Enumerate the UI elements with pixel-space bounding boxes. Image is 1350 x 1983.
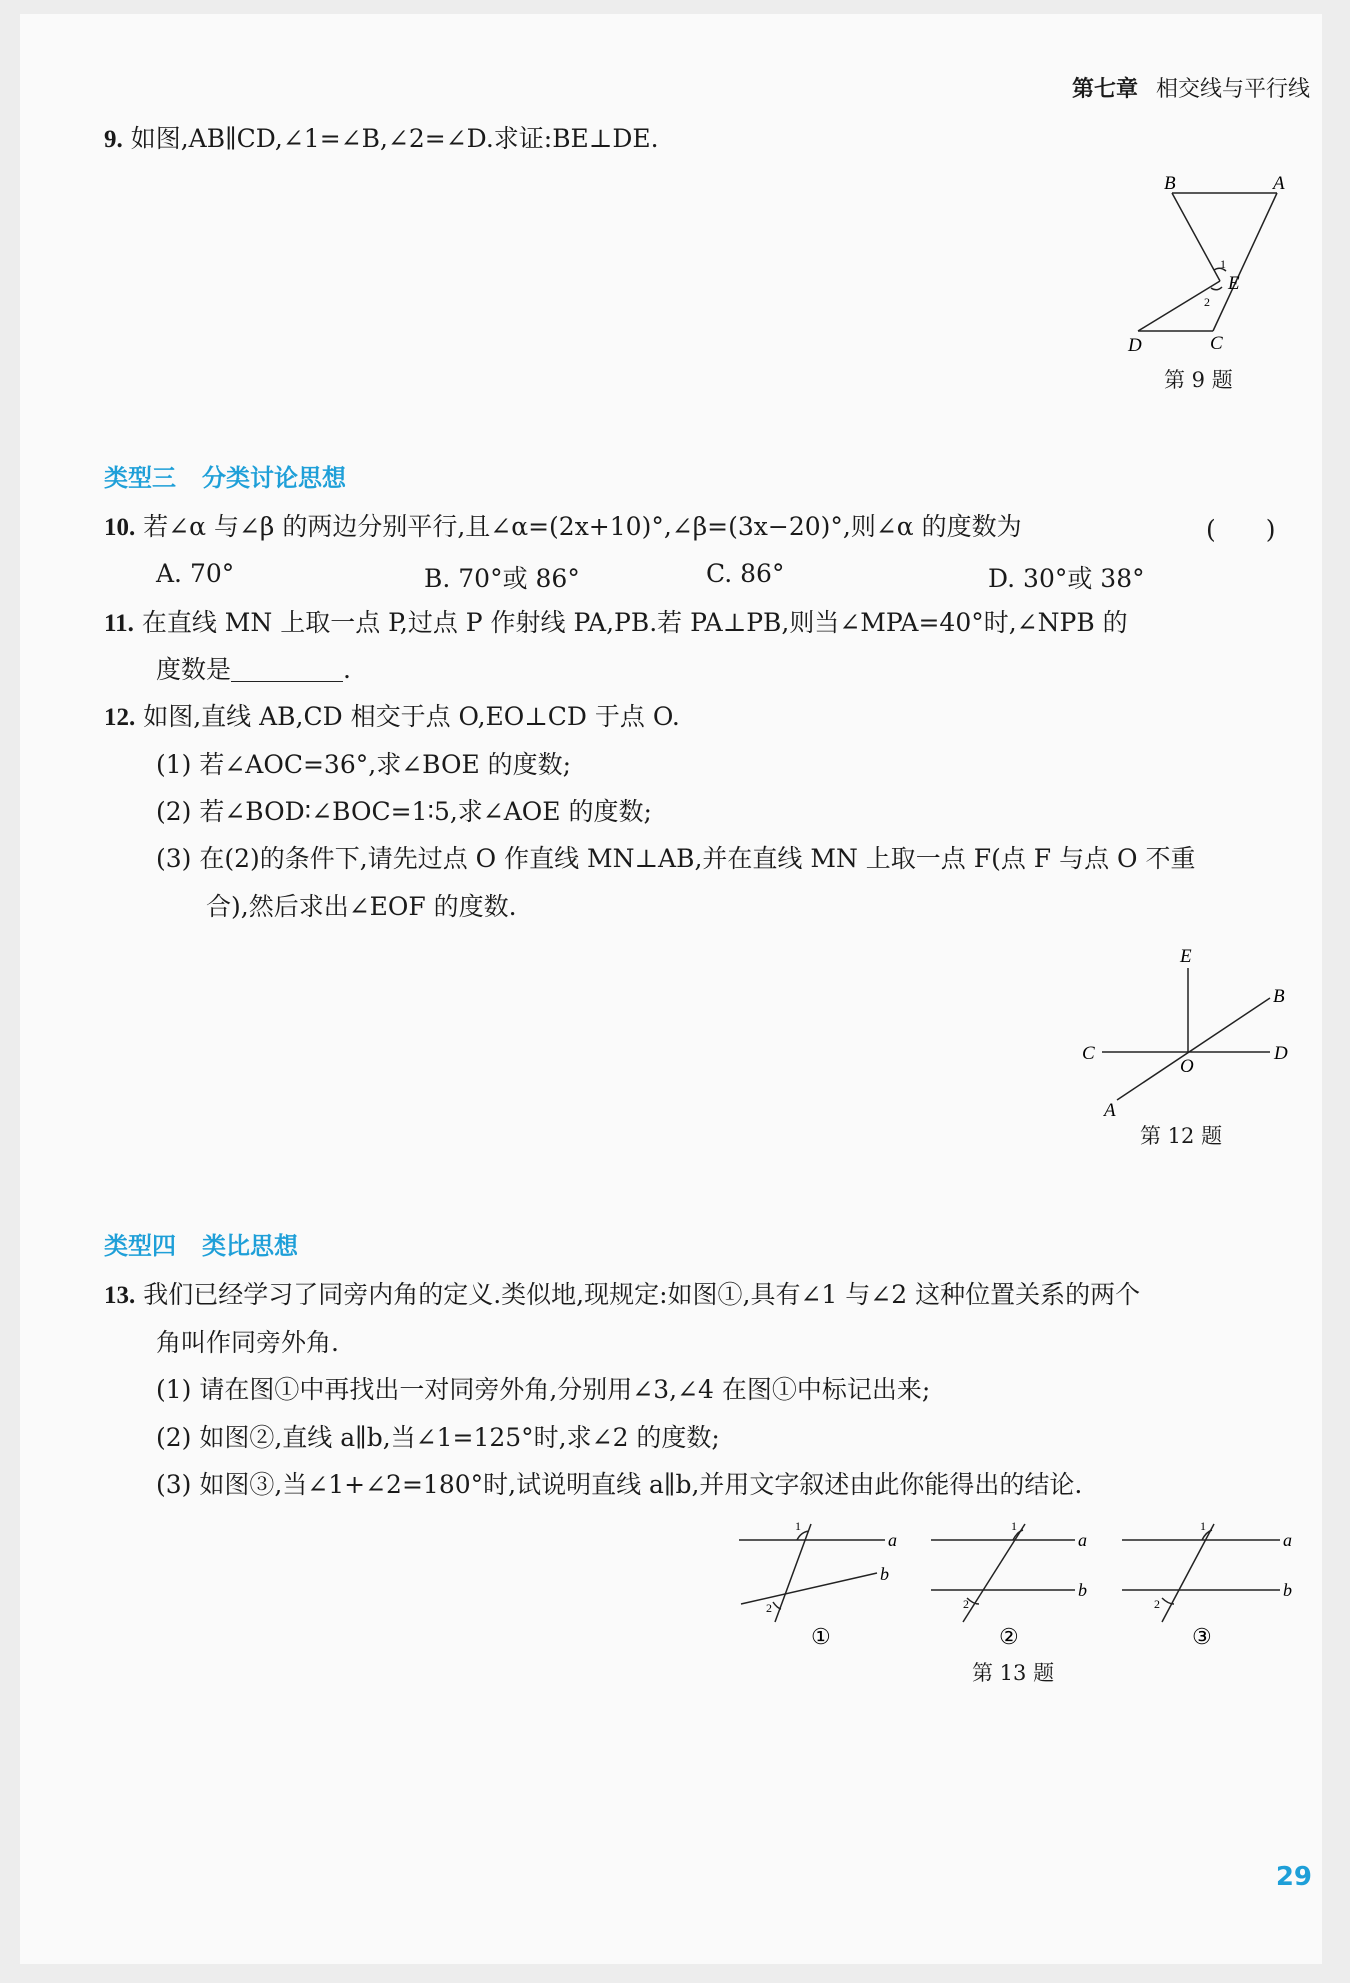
label-angle-2: 2 [963, 1597, 969, 1611]
line-b [741, 1573, 877, 1604]
label-a: a [1283, 1530, 1292, 1550]
section-name: 类比思想 [202, 1232, 298, 1260]
transversal [1162, 1524, 1214, 1622]
question-9 [104, 122, 659, 157]
sub-question-1: (1) 请在图①中再找出一对同旁外角,分别用∠3,∠4 在图①中标记出来; [156, 1375, 931, 1404]
sub-question-3-cont: 合),然后求出∠EOF 的度数. [206, 892, 517, 921]
section-name: 分类讨论思想 [202, 464, 346, 492]
question-text: 如图,AB∥CD,∠1=∠B,∠2=∠D.求证:BE⊥DE. [130, 124, 659, 153]
question-13 [104, 1278, 1140, 1313]
transversal [963, 1524, 1025, 1622]
figure-q12 [1070, 940, 1310, 1120]
figure-caption-q9: 第 9 题 [1164, 368, 1233, 392]
question-number: 13. [104, 1282, 136, 1309]
question-number: 12. [104, 704, 136, 731]
figure-q13-3 [1118, 1518, 1308, 1648]
option-c: C. 86° [706, 559, 785, 588]
question-text: 我们已经学习了同旁内角的定义.类似地,现规定:如图①,具有∠1 与∠2 这种位置关系的两个 [143, 1280, 1141, 1309]
figure-q13-2 [925, 1518, 1105, 1648]
sub-question-2: (2) 如图②,直线 a∥b,当∠1=125°时,求∠2 的度数; [156, 1423, 720, 1452]
sub-question-3: (3) 如图③,当∠1+∠2=180°时,试说明直线 a∥b,并用文字叙述由此你能得出的结论. [156, 1470, 1083, 1499]
sub-question-2: (2) 若∠BOD∶∠BOC=1∶5,求∠AOE 的度数; [156, 797, 652, 826]
section-heading-type3 [104, 458, 346, 493]
question-10 [104, 510, 1022, 545]
question-number: 11. [104, 610, 134, 637]
question-text: 如图,直线 AB,CD 相交于点 O,EO⊥CD 于点 O. [143, 702, 680, 731]
label-a: a [888, 1530, 897, 1550]
question-text: 若∠α 与∠β 的两边分别平行,且∠α=(2x+10)°,∠β=(3x−20)°,则∠α 的度数为 [143, 512, 1022, 541]
option-a: A. 70° [156, 559, 235, 588]
label-angle-2: 2 [766, 1601, 772, 1615]
figure-caption-q13: 第 13 题 [972, 1661, 1055, 1685]
question-text: 在直线 MN 上取一点 P,过点 P 作射线 PA,PB.若 PA⊥PB,则当∠MPA=40°时,∠NPB 的 [141, 608, 1128, 637]
label-angle-1: 1 [1220, 257, 1226, 271]
sub-question-3: (3) 在(2)的条件下,请先过点 O 作直线 MN⊥AB,并在直线 MN 上取一点 F(点 F 与点 O 不重 [156, 844, 1196, 873]
label-angle-1: 1 [1200, 1519, 1206, 1533]
chapter-title: 相交线与平行线 [1155, 77, 1310, 102]
figure-tag: ① [811, 1624, 831, 1648]
answer-blank[interactable] [231, 657, 343, 682]
label-b: B [1273, 986, 1285, 1007]
label-b: b [1078, 1580, 1087, 1600]
question-11 [104, 606, 1128, 641]
figure-caption-q12: 第 12 题 [1140, 1124, 1223, 1148]
figure-q9 [1110, 168, 1310, 358]
question-number: 10. [104, 514, 136, 541]
label-b: b [1283, 1580, 1292, 1600]
figure-tag: ② [999, 1624, 1019, 1648]
label-angle-1: 1 [795, 1519, 801, 1533]
figure-q13-1 [735, 1518, 915, 1648]
label-o: O [1180, 1056, 1194, 1077]
figure-tag: ③ [1192, 1624, 1212, 1648]
transversal [775, 1524, 811, 1622]
question-number: 9. [104, 126, 123, 153]
label-a: A [1104, 1100, 1116, 1120]
label-e: E [1180, 946, 1192, 967]
label-a: a [1078, 1530, 1087, 1550]
page-number: 29 [1275, 1862, 1312, 1892]
section-type: 类型三 [104, 464, 176, 492]
label-d: D [1128, 335, 1142, 356]
label-b: B [1164, 173, 1176, 194]
label-angle-2: 2 [1154, 1597, 1160, 1611]
segment-be [1172, 193, 1220, 281]
line-ab [1117, 998, 1270, 1100]
label-angle-1: 1 [1011, 1519, 1017, 1533]
label-c: C [1082, 1043, 1095, 1064]
label-d: D [1274, 1043, 1288, 1064]
angle-2-arc [773, 1602, 781, 1609]
option-b: B. 70°或 86° [424, 564, 580, 593]
label-b: b [880, 1564, 889, 1584]
section-type: 类型四 [104, 1232, 176, 1260]
question-12 [104, 700, 680, 735]
answer-parentheses: ( ) [1206, 515, 1276, 544]
label-a: A [1273, 173, 1285, 194]
section-heading-type4 [104, 1226, 298, 1261]
question-13-line2: 角叫作同旁外角. [156, 1328, 339, 1357]
option-d: D. 30°或 38° [988, 564, 1145, 593]
page-header [1072, 72, 1310, 103]
chapter-label: 第七章 [1071, 77, 1138, 102]
label-e: E [1228, 273, 1240, 294]
angle-2-arc [1211, 287, 1222, 290]
label-angle-2: 2 [1204, 295, 1210, 309]
question-11-line2: 度数是 . [156, 655, 351, 684]
sub-question-1: (1) 若∠AOC=36°,求∠BOE 的度数; [156, 750, 572, 779]
label-c: C [1210, 333, 1223, 354]
